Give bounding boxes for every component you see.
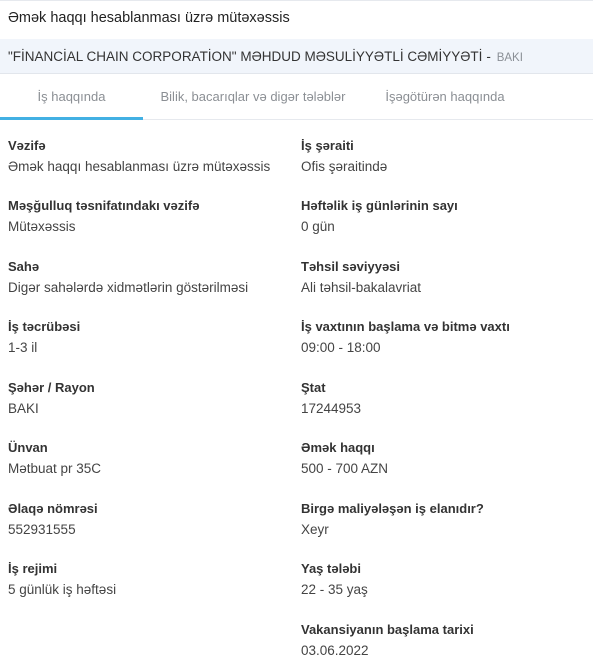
field-work-conditions: [301, 138, 586, 175]
page-title: Əmək haqqı hesablanması üzrə mütəxəssis: [8, 10, 290, 26]
tab-job-info[interactable]: İş haqqında: [0, 75, 143, 119]
field-label: Ünvan: [8, 440, 48, 455]
top-divider: [0, 0, 593, 1]
tab-requirements[interactable]: Bilik, bacarıqlar və digər tələblər: [160, 89, 346, 104]
field-value: 03.06.2022: [301, 643, 369, 658]
field-value: Mətbuat pr 35C: [8, 461, 102, 476]
field-cofunded: [301, 501, 586, 538]
field-contact-number: [8, 501, 293, 538]
field-value: BAKI: [8, 401, 39, 416]
field-value: 1-3 il: [8, 340, 38, 355]
field-label: Vəzifə: [8, 138, 46, 153]
field-value: 17244953: [301, 401, 362, 416]
company-city: BAKI: [496, 52, 523, 64]
company-separator: -: [486, 49, 491, 64]
field-label: İş rejimi: [8, 561, 58, 576]
field-label: Şəhər / Rayon: [8, 380, 95, 395]
field-label: Ştat: [301, 380, 326, 395]
field-working-hours: [301, 319, 586, 356]
field-value: Əmək haqqı hesablanması üzrə mütəxəssis: [8, 159, 271, 174]
field-position: [8, 138, 293, 175]
field-label: Vakansiyanın başlama tarixi: [301, 622, 474, 637]
field-value: 09:00 - 18:00: [301, 340, 381, 355]
field-label: İş vaxtının başlama və bitmə vaxtı: [301, 319, 510, 334]
field-age-requirement: [301, 561, 586, 598]
field-staff-id: [301, 380, 586, 417]
field-label: İş təcrübəsi: [8, 319, 81, 334]
field-value: Ali təhsil-bakalavriat: [301, 280, 422, 295]
field-value: Mütəxəssis: [8, 219, 76, 234]
field-value: Ofis şəraitində: [301, 159, 388, 174]
field-experience: [8, 319, 293, 356]
field-education-level: [301, 259, 586, 296]
field-salary: [301, 440, 586, 477]
field-label: Əlaqə nömrəsi: [8, 501, 98, 516]
field-city: [8, 380, 293, 417]
field-weekly-workdays: [301, 198, 586, 235]
field-address: [8, 440, 293, 477]
field-value: 500 - 700 AZN: [301, 461, 389, 476]
field-value: 22 - 35 yaş: [301, 582, 368, 597]
field-sector: [8, 259, 293, 296]
field-value: 5 günlük iş həftəsi: [8, 582, 117, 597]
field-label: Birgə maliyələşən iş elanıdır?: [301, 501, 484, 516]
field-vacancy-start-date: [301, 622, 586, 659]
tab-bar: [0, 75, 593, 120]
field-label: Həftəlik iş günlərinin sayı: [301, 198, 458, 213]
company-name[interactable]: "FİNANCİAL CHAIN CORPORATİON" MƏHDUD MƏSULİYYƏTLİ CƏMİYYƏTİ: [8, 49, 483, 64]
field-label: Əmək haqqı: [301, 440, 375, 455]
company-info: [8, 49, 523, 64]
field-label: İş şəraiti: [301, 138, 354, 153]
field-label: Yaş tələbi: [301, 561, 361, 576]
tab-employer-info[interactable]: İşəgötürən haqqında: [385, 89, 505, 104]
company-bar: [0, 39, 593, 74]
field-work-mode: [8, 561, 293, 598]
field-label: Təhsil səviyyəsi: [301, 259, 401, 274]
field-label: Məşğulluq təsnifatındakı vəzifə: [8, 198, 200, 213]
field-value: 0 gün: [301, 219, 335, 234]
field-label: Sahə: [8, 259, 40, 274]
field-classification-position: [8, 198, 293, 235]
field-value: Xeyr: [301, 522, 329, 537]
field-value: 552931555: [8, 522, 76, 537]
field-value: Digər sahələrdə xidmətlərin göstərilməsi: [8, 280, 249, 295]
